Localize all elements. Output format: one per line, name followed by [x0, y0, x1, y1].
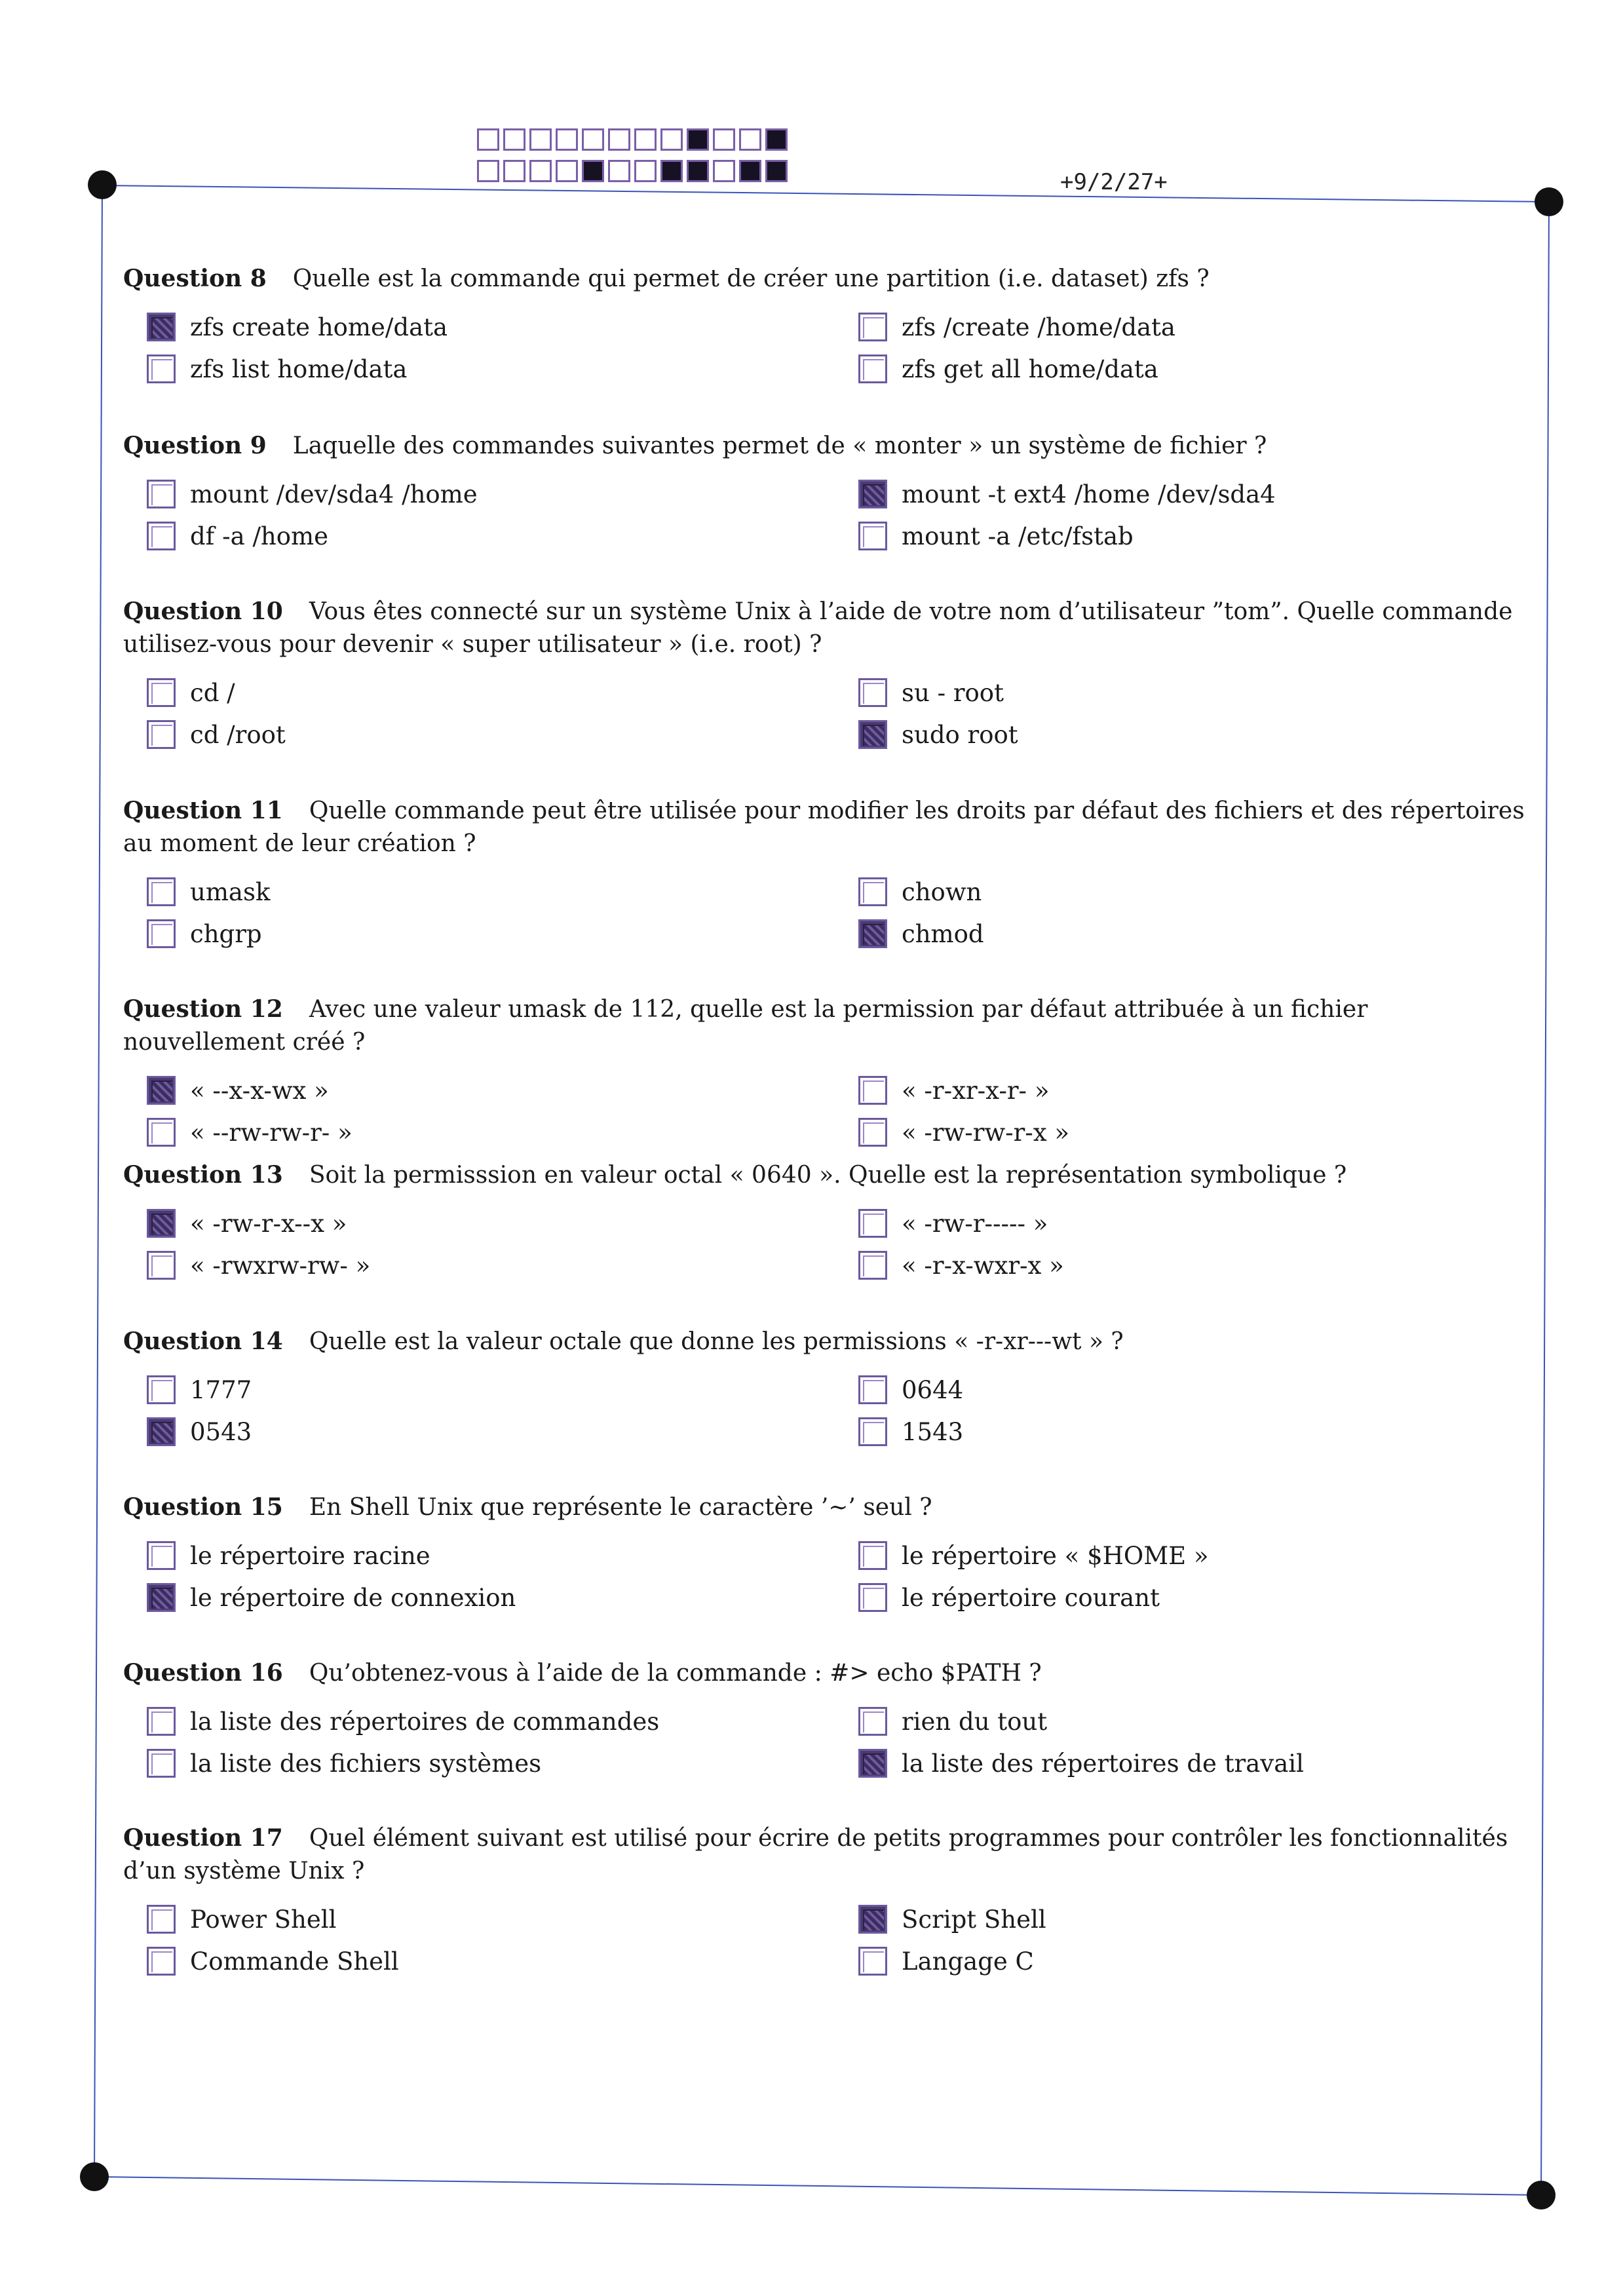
answer-option[interactable] — [147, 1707, 659, 1736]
code-cell — [503, 128, 525, 151]
answer-label: le répertoire racine — [190, 1541, 430, 1570]
code-cell — [660, 160, 683, 182]
checked-checkbox[interactable] — [147, 1209, 176, 1238]
question-text — [123, 1158, 1525, 1192]
code-cell — [739, 160, 761, 182]
unchecked-checkbox[interactable] — [858, 522, 887, 550]
question-block — [123, 262, 1525, 398]
answer-option[interactable] — [858, 678, 1004, 707]
checked-checkbox[interactable] — [858, 720, 887, 749]
unchecked-checkbox[interactable] — [147, 480, 176, 508]
question-label: Question 11 — [123, 797, 283, 824]
registration-mark-bottom-left — [80, 2162, 109, 2191]
answer-option[interactable] — [858, 313, 1175, 341]
unchecked-checkbox[interactable] — [147, 1375, 176, 1404]
unchecked-checkbox[interactable] — [147, 720, 176, 749]
checked-checkbox[interactable] — [147, 313, 176, 341]
question-prompt: Qu’obtenez-vous à l’aide de la commande : #> echo $PATH ? — [309, 1660, 1042, 1687]
sheet-code: +9/2/27+ — [1060, 169, 1168, 195]
registration-mark-top-left — [88, 170, 117, 199]
question-label: Question 17 — [123, 1824, 283, 1852]
answer-option[interactable] — [147, 1251, 370, 1280]
answer-label: rien du tout — [902, 1707, 1048, 1736]
answer-option[interactable] — [147, 1947, 399, 1976]
checked-checkbox[interactable] — [147, 1417, 176, 1446]
unchecked-checkbox[interactable] — [147, 1947, 176, 1976]
unchecked-checkbox[interactable] — [147, 1118, 176, 1147]
answer-label: le répertoire de connexion — [190, 1583, 516, 1612]
answer-label: Power Shell — [190, 1905, 337, 1934]
unchecked-checkbox[interactable] — [147, 877, 176, 906]
answer-option[interactable] — [858, 1209, 1048, 1238]
answer-label: « --rw-rw-r- » — [190, 1118, 353, 1147]
question-block — [123, 993, 1525, 1161]
unchecked-checkbox[interactable] — [147, 354, 176, 383]
answer-grid — [123, 1541, 1525, 1626]
unchecked-checkbox[interactable] — [858, 1076, 887, 1105]
code-cell — [608, 160, 630, 182]
unchecked-checkbox[interactable] — [858, 678, 887, 707]
answer-option[interactable] — [858, 1417, 963, 1446]
unchecked-checkbox[interactable] — [858, 1118, 887, 1147]
answer-option[interactable] — [147, 720, 286, 749]
question-text — [123, 595, 1525, 661]
code-cell — [713, 160, 735, 182]
answer-label: chgrp — [190, 919, 262, 948]
answer-option[interactable] — [147, 480, 478, 508]
unchecked-checkbox[interactable] — [858, 1583, 887, 1612]
answer-option[interactable] — [858, 480, 1276, 508]
question-text — [123, 794, 1525, 860]
answer-grid — [123, 1905, 1525, 1990]
code-cell — [556, 128, 578, 151]
question-prompt: En Shell Unix que représente le caractère ’∼’ seul ? — [309, 1494, 932, 1521]
question-prompt: Quelle commande peut être utilisée pour modifier les droits par défaut des fichiers et des répertoires au moment de leur création ? — [123, 797, 1525, 857]
answer-option[interactable] — [858, 1707, 1047, 1736]
question-prompt: Quel élément suivant est utilisé pour écrire de petits programmes pour contrôler les fonctionnalités d’un système Unix ? — [123, 1825, 1508, 1885]
answer-option[interactable] — [147, 1209, 347, 1238]
answer-option[interactable] — [147, 919, 262, 948]
question-text — [123, 993, 1525, 1059]
answer-option[interactable] — [858, 1375, 963, 1404]
checked-checkbox[interactable] — [147, 1583, 176, 1612]
answer-grid — [123, 877, 1525, 963]
unchecked-checkbox[interactable] — [147, 1749, 176, 1778]
answer-label: chown — [902, 877, 982, 906]
code-cell — [556, 160, 578, 182]
code-cell — [765, 128, 788, 151]
question-text — [123, 1822, 1525, 1888]
answer-label: su - root — [902, 678, 1004, 707]
code-cell — [608, 128, 630, 151]
answer-option[interactable] — [147, 313, 448, 341]
question-prompt: Vous êtes connecté sur un système Unix à l’aide de votre nom d’utilisateur ”tom”. Quelle commande utilisez-vous pour devenir « super utilisateur » (i.e. root) ? — [123, 598, 1513, 658]
checked-checkbox[interactable] — [858, 1905, 887, 1934]
answer-label: « -r-x-wxr-x » — [902, 1251, 1064, 1280]
unchecked-checkbox[interactable] — [858, 1541, 887, 1570]
answer-grid — [123, 480, 1525, 565]
checked-checkbox[interactable] — [147, 1076, 176, 1105]
answer-label: « -rw-rw-r-x » — [902, 1118, 1070, 1147]
code-row-bottom — [477, 160, 792, 182]
answer-label: « -rwxrw-rw- » — [190, 1251, 371, 1280]
answer-label: la liste des répertoires de travail — [902, 1749, 1304, 1778]
answer-label: cd /root — [190, 720, 286, 749]
unchecked-checkbox[interactable] — [147, 919, 176, 948]
answer-label: zfs get all home/data — [902, 354, 1158, 383]
code-cell — [529, 128, 552, 151]
question-prompt: Avec une valeur umask de 112, quelle est la permission par défaut attribuée à un fichier nouvellement créé ? — [123, 996, 1368, 1056]
unchecked-checkbox[interactable] — [147, 1251, 176, 1280]
question-text — [123, 262, 1525, 296]
unchecked-checkbox[interactable] — [147, 1541, 176, 1570]
question-prompt: Laquelle des commandes suivantes permet de « monter » un système de fichier ? — [292, 432, 1267, 459]
unchecked-checkbox[interactable] — [147, 1905, 176, 1934]
question-prompt: Soit la permisssion en valeur octal « 0640 ». Quelle est la représentation symbolique ? — [309, 1162, 1347, 1189]
answer-option[interactable] — [858, 1583, 1160, 1612]
code-cell — [477, 128, 499, 151]
unchecked-checkbox[interactable] — [858, 1417, 887, 1446]
answer-label: umask — [190, 877, 271, 906]
answer-option[interactable] — [858, 1118, 1069, 1147]
answer-label: Commande Shell — [190, 1947, 399, 1976]
answer-option[interactable] — [858, 1251, 1064, 1280]
answer-option[interactable] — [858, 522, 1134, 550]
answer-label: cd / — [190, 678, 235, 707]
answer-label: 0644 — [902, 1375, 964, 1404]
question-text — [123, 429, 1525, 463]
question-label: Question 13 — [123, 1161, 283, 1189]
question-block — [123, 429, 1525, 565]
answer-option[interactable] — [858, 1076, 1049, 1105]
answer-grid — [123, 1707, 1525, 1792]
answer-option[interactable] — [147, 1076, 329, 1105]
question-label: Question 12 — [123, 995, 283, 1023]
answer-label: 1543 — [902, 1417, 964, 1446]
answer-option[interactable] — [147, 354, 407, 383]
answer-label: le répertoire « $HOME » — [902, 1541, 1209, 1570]
code-cell — [634, 128, 657, 151]
answer-label: « --x-x-wx » — [190, 1076, 329, 1105]
answer-label: zfs create home/data — [190, 313, 448, 341]
answer-label: Langage C — [902, 1947, 1034, 1976]
answer-label: zfs list home/data — [190, 354, 408, 383]
code-cell — [687, 128, 709, 151]
answer-label: 0543 — [190, 1417, 252, 1446]
question-label: Question 14 — [123, 1328, 283, 1355]
answer-label: zfs /create /home/data — [902, 313, 1175, 341]
question-block — [123, 1325, 1525, 1461]
answer-option[interactable] — [858, 919, 984, 948]
answer-label: sudo root — [902, 720, 1018, 749]
answer-option[interactable] — [858, 1749, 1304, 1778]
answer-grid — [123, 1076, 1525, 1161]
answer-label: « -rw-r----- » — [902, 1209, 1048, 1238]
answer-option[interactable] — [147, 1118, 353, 1147]
question-label: Question 10 — [123, 598, 283, 625]
answer-grid — [123, 1209, 1525, 1294]
answer-label: mount -a /etc/fstab — [902, 522, 1134, 550]
answer-grid — [123, 313, 1525, 398]
registration-mark-top-right — [1535, 187, 1563, 216]
code-cell — [687, 160, 709, 182]
answer-option[interactable] — [147, 1583, 516, 1612]
question-text — [123, 1325, 1525, 1358]
unchecked-checkbox[interactable] — [858, 1251, 887, 1280]
answer-label: mount -t ext4 /home /dev/sda4 — [902, 480, 1276, 508]
unchecked-checkbox[interactable] — [858, 313, 887, 341]
unchecked-checkbox[interactable] — [147, 1707, 176, 1736]
answer-label: chmod — [902, 919, 984, 948]
unchecked-checkbox[interactable] — [858, 1375, 887, 1404]
answer-option[interactable] — [858, 1947, 1034, 1976]
code-cell — [739, 128, 761, 151]
answer-option[interactable] — [147, 877, 270, 906]
answer-grid — [123, 1375, 1525, 1461]
unchecked-checkbox[interactable] — [147, 522, 176, 550]
code-cell — [765, 160, 788, 182]
answer-label: « -rw-r-x--x » — [190, 1209, 347, 1238]
code-row-top — [477, 128, 792, 151]
unchecked-checkbox[interactable] — [858, 1707, 887, 1736]
answer-label: la liste des répertoires de commandes — [190, 1707, 660, 1736]
code-cell — [634, 160, 657, 182]
code-cell — [582, 128, 604, 151]
answer-label: le répertoire courant — [902, 1583, 1160, 1612]
checked-checkbox[interactable] — [858, 480, 887, 508]
answer-option[interactable] — [858, 720, 1018, 749]
code-cell — [503, 160, 525, 182]
question-block — [123, 1158, 1525, 1294]
checked-checkbox[interactable] — [858, 919, 887, 948]
question-label: Question 16 — [123, 1659, 283, 1687]
question-label: Question 9 — [123, 432, 267, 459]
registration-mark-bottom-right — [1527, 2181, 1556, 2210]
answer-label: mount /dev/sda4 /home — [190, 480, 478, 508]
question-block — [123, 595, 1525, 763]
question-block — [123, 1491, 1525, 1626]
question-label: Question 15 — [123, 1493, 283, 1521]
unchecked-checkbox[interactable] — [858, 354, 887, 383]
question-label: Question 8 — [123, 265, 267, 292]
question-text — [123, 1491, 1525, 1524]
question-block — [123, 794, 1525, 963]
answer-option[interactable] — [858, 1905, 1046, 1934]
question-prompt: Quelle est la valeur octale que donne les permissions « -r-xr---wt » ? — [309, 1328, 1124, 1355]
answer-option[interactable] — [858, 354, 1158, 383]
answer-option[interactable] — [147, 1375, 252, 1404]
answer-label: Script Shell — [902, 1905, 1046, 1934]
code-cell — [660, 128, 683, 151]
answer-grid — [123, 678, 1525, 763]
code-cell — [713, 128, 735, 151]
question-block — [123, 1656, 1525, 1792]
answer-option[interactable] — [858, 1541, 1209, 1570]
question-text — [123, 1656, 1525, 1690]
unchecked-checkbox[interactable] — [858, 877, 887, 906]
answer-option[interactable] — [858, 877, 982, 906]
question-prompt: Quelle est la commande qui permet de créer une partition (i.e. dataset) zfs ? — [292, 265, 1210, 292]
answer-option[interactable] — [147, 1417, 252, 1446]
answer-option[interactable] — [147, 678, 235, 707]
answer-label: « -r-xr-x-r- » — [902, 1076, 1050, 1105]
answer-label: la liste des fichiers systèmes — [190, 1749, 542, 1778]
answer-option[interactable] — [147, 1905, 336, 1934]
question-block — [123, 1822, 1525, 1990]
answer-option[interactable] — [147, 1541, 430, 1570]
answer-option[interactable] — [147, 522, 328, 550]
unchecked-checkbox[interactable] — [858, 1209, 887, 1238]
checked-checkbox[interactable] — [858, 1749, 887, 1778]
unchecked-checkbox[interactable] — [858, 1947, 887, 1976]
answer-label: 1777 — [190, 1375, 252, 1404]
code-cell — [582, 160, 604, 182]
answer-label: df -a /home — [190, 522, 329, 550]
code-cell — [477, 160, 499, 182]
code-cell — [529, 160, 552, 182]
unchecked-checkbox[interactable] — [147, 678, 176, 707]
answer-option[interactable] — [147, 1749, 541, 1778]
